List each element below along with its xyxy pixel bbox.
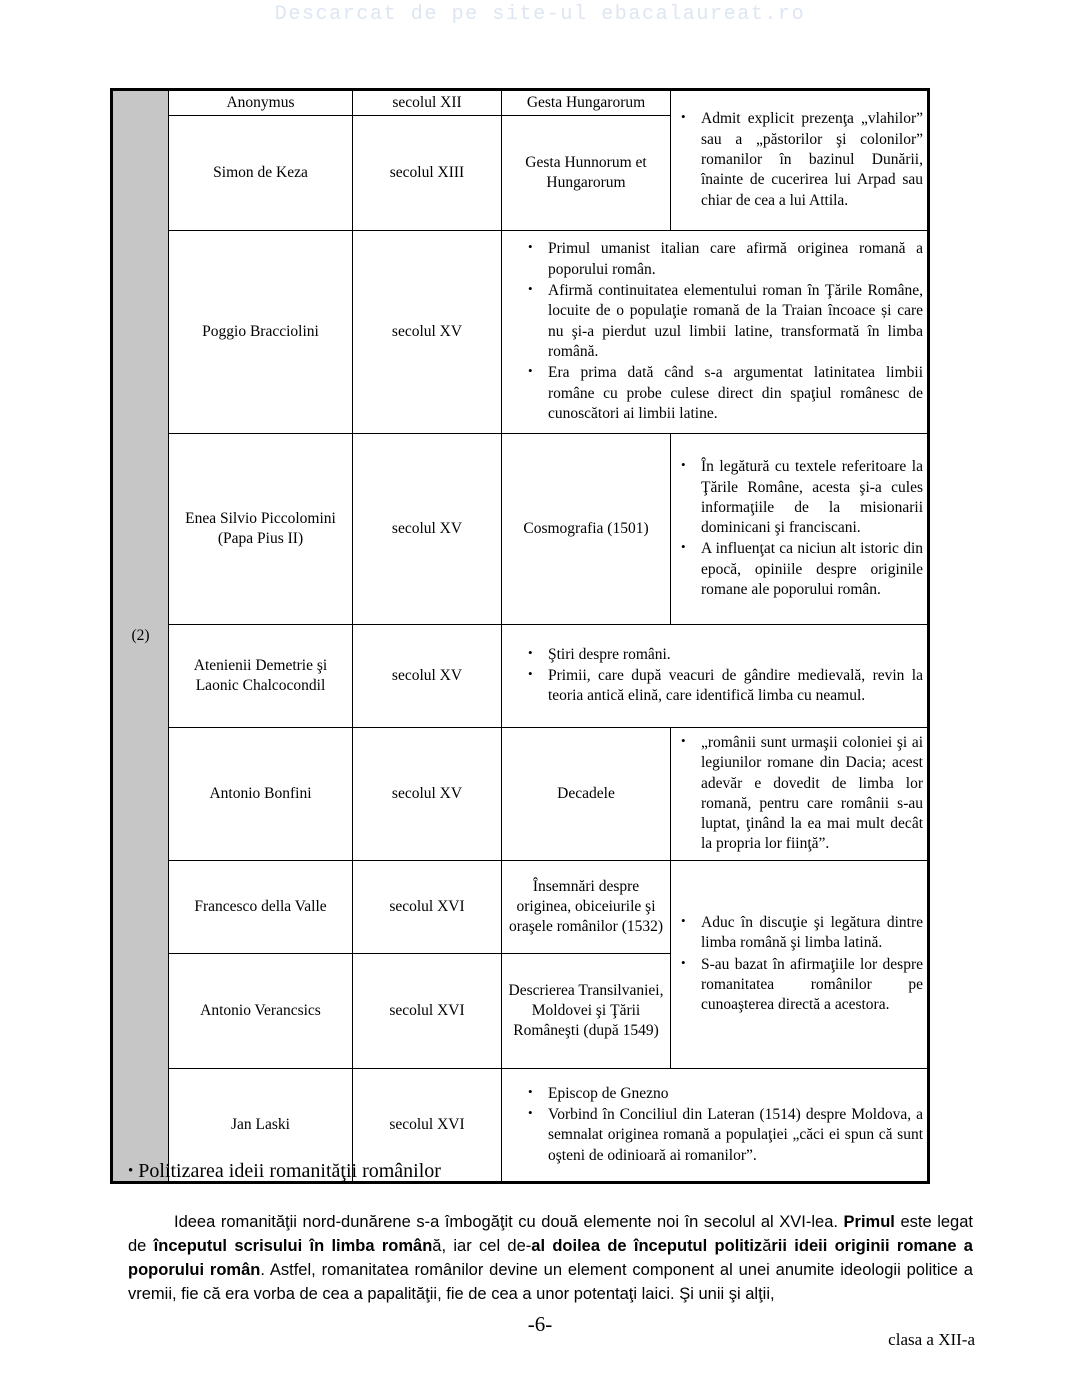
historian-century: secolul XIII <box>353 116 502 231</box>
list-item: • Primii, care după veacuri de gândire medievală, revin la teoria antică elină, care identifică limba cu neamul. <box>506 666 923 707</box>
watermark-text: Descarcat de pe site-ul ebacalaureat.ro <box>274 3 806 26</box>
list-item: • Afirmă continuitatea elementului roman în Ţările Române, locuite de o populaţie romană de la Traian încoace și care nu şi-a pierdut uzul limbii latine, transformată în limba română. <box>506 281 923 362</box>
paragraph-bold: rii ideii originii romane a poporului român <box>128 1237 973 1280</box>
historian-work: Însemnări despre originea, obiceiurile şi oraşele românilor (1532) <box>502 861 671 954</box>
paragraph-bold: al doilea de începutul politiz <box>531 1237 763 1256</box>
paragraph-part: ă <box>762 1237 772 1256</box>
table-row <box>112 861 929 954</box>
historian-name: Jan Laski <box>169 1069 353 1183</box>
historian-name: Enea Silvio Piccolomini (Papa Pius II) <box>169 434 353 625</box>
footer-class-label: clasa a XII-a <box>888 1330 975 1349</box>
historian-work: Gesta Hungarorum <box>502 90 671 116</box>
historian-name: Anonymus <box>169 90 353 116</box>
list-item: • Episcop de Gnezno <box>506 1084 923 1104</box>
description-list <box>675 109 923 210</box>
description-list <box>675 733 923 855</box>
description-list <box>675 457 923 600</box>
list-item: • „românii sunt urmaşii coloniei şi ai legiunilor romane din Dacia; acest adevăr e dovedit de limba lor romană, pentru care românii s-au luptat, ţinând la ea mai mult decât la propria lor fiinţă”. <box>675 733 923 855</box>
list-item: • Admit explicit prezenţa „vlahilor” sau a „păstorilor şi colonilor” romanilor în bazinul Dunării, înainte de cucerirea lui Arpad sau chiar de cea a lui Attila. <box>675 109 923 210</box>
historian-century: secolul XV <box>353 728 502 861</box>
historian-century: secolul XV <box>353 231 502 434</box>
historian-description <box>671 434 929 625</box>
historian-century: secolul XII <box>353 90 502 116</box>
description-list <box>506 239 923 424</box>
section-heading <box>128 1160 441 1183</box>
section-marker-cell: (2) <box>112 90 169 1183</box>
paragraph-part: este legat de <box>128 1213 973 1256</box>
list-item: • A influenţat ca niciun alt istoric din epocă, opiniile despre originile romane ale poporului român. <box>675 539 923 600</box>
historian-name: Poggio Bracciolini <box>169 231 353 434</box>
list-item: • Era prima dată când s-a argumentat latinitatea limbii române cu probe culese direct din spaţiul românesc de cunoscători ai limbii latine. <box>506 363 923 424</box>
historian-description <box>671 861 929 1069</box>
historian-description <box>502 625 929 728</box>
historian-century: secolul XVI <box>353 861 502 954</box>
historian-work: Cosmografia (1501) <box>502 434 671 625</box>
historian-name: Francesco della Valle <box>169 861 353 954</box>
historian-work: Descrierea Transilvaniei, Moldovei şi Ţării Româneşti (după 1549) <box>502 954 671 1069</box>
paragraph-part: . Astfel, romanitatea românilor devine un element component al unei anumite ideologii politice a vremii, fie că era vorba de cea a papalităţii, fie de cea a unor potentaţi laici. Şi unii şi alţii, <box>128 1261 973 1304</box>
historian-name: Antonio Bonfini <box>169 728 353 861</box>
table-row <box>112 625 929 728</box>
bullet-icon: • <box>128 1163 134 1179</box>
list-item: • Aduc în discuţie şi legătura dintre limba română şi limba latină. <box>675 913 923 954</box>
description-list <box>506 1084 923 1166</box>
section-heading-label: Politizarea ideii romanităţii românilor <box>138 1160 441 1182</box>
paragraph-part: ă, iar cel de- <box>432 1237 532 1256</box>
list-item: • Primul umanist italian care afirmă originea romană a poporului român. <box>506 239 923 280</box>
paragraph-part: Ideea romanităţii nord-dunărene s-a îmbogăţit cu două elemente noi în secolul al XVI-lea. <box>174 1213 844 1231</box>
historians-table <box>110 88 930 1184</box>
list-item: • În legătură cu textele referitoare la Ţările Române, acesta şi-a cules informaţiile de la misionarii dominicani şi franciscani. <box>675 457 923 538</box>
historian-work: Gesta Hunnorum et Hungarorum <box>502 116 671 231</box>
historian-century: secolul XV <box>353 625 502 728</box>
table-row <box>112 434 929 625</box>
historian-work: Decadele <box>502 728 671 861</box>
historian-century: secolul XV <box>353 434 502 625</box>
historians-table-container <box>110 88 930 1184</box>
historian-description <box>502 1069 929 1183</box>
historian-century: secolul XVI <box>353 954 502 1069</box>
table-row <box>112 90 929 116</box>
historian-century: secolul XVI <box>353 1069 502 1183</box>
historian-description <box>671 90 929 231</box>
historian-description <box>502 231 929 434</box>
list-item: • Vorbind în Conciliul din Lateran (1514) despre Moldova, a semnalat originea romană a populaţiei „căci ei spun că sunt oşteni de odinioară ai romanilor”. <box>506 1105 923 1166</box>
body-paragraph <box>128 1210 973 1306</box>
list-item: • Ştiri despre români. <box>506 645 923 665</box>
paragraph-bold: începutul scrisului în limba român <box>153 1237 433 1256</box>
page-number: -6- <box>527 1312 553 1336</box>
historian-name: Atenienii Demetrie şi Laonic Chalcocondil <box>169 625 353 728</box>
historian-name: Simon de Keza <box>169 116 353 231</box>
description-list <box>506 645 923 707</box>
table-row <box>112 728 929 861</box>
historian-name: Antonio Verancsics <box>169 954 353 1069</box>
description-list <box>675 913 923 1015</box>
table-row <box>112 231 929 434</box>
paragraph-bold: Primul <box>843 1213 895 1231</box>
list-item: • S-au bazat în afirmaţiile lor despre romanitatea românilor pe cunoaşterea directă a acestora. <box>675 955 923 1016</box>
historian-description <box>671 728 929 861</box>
